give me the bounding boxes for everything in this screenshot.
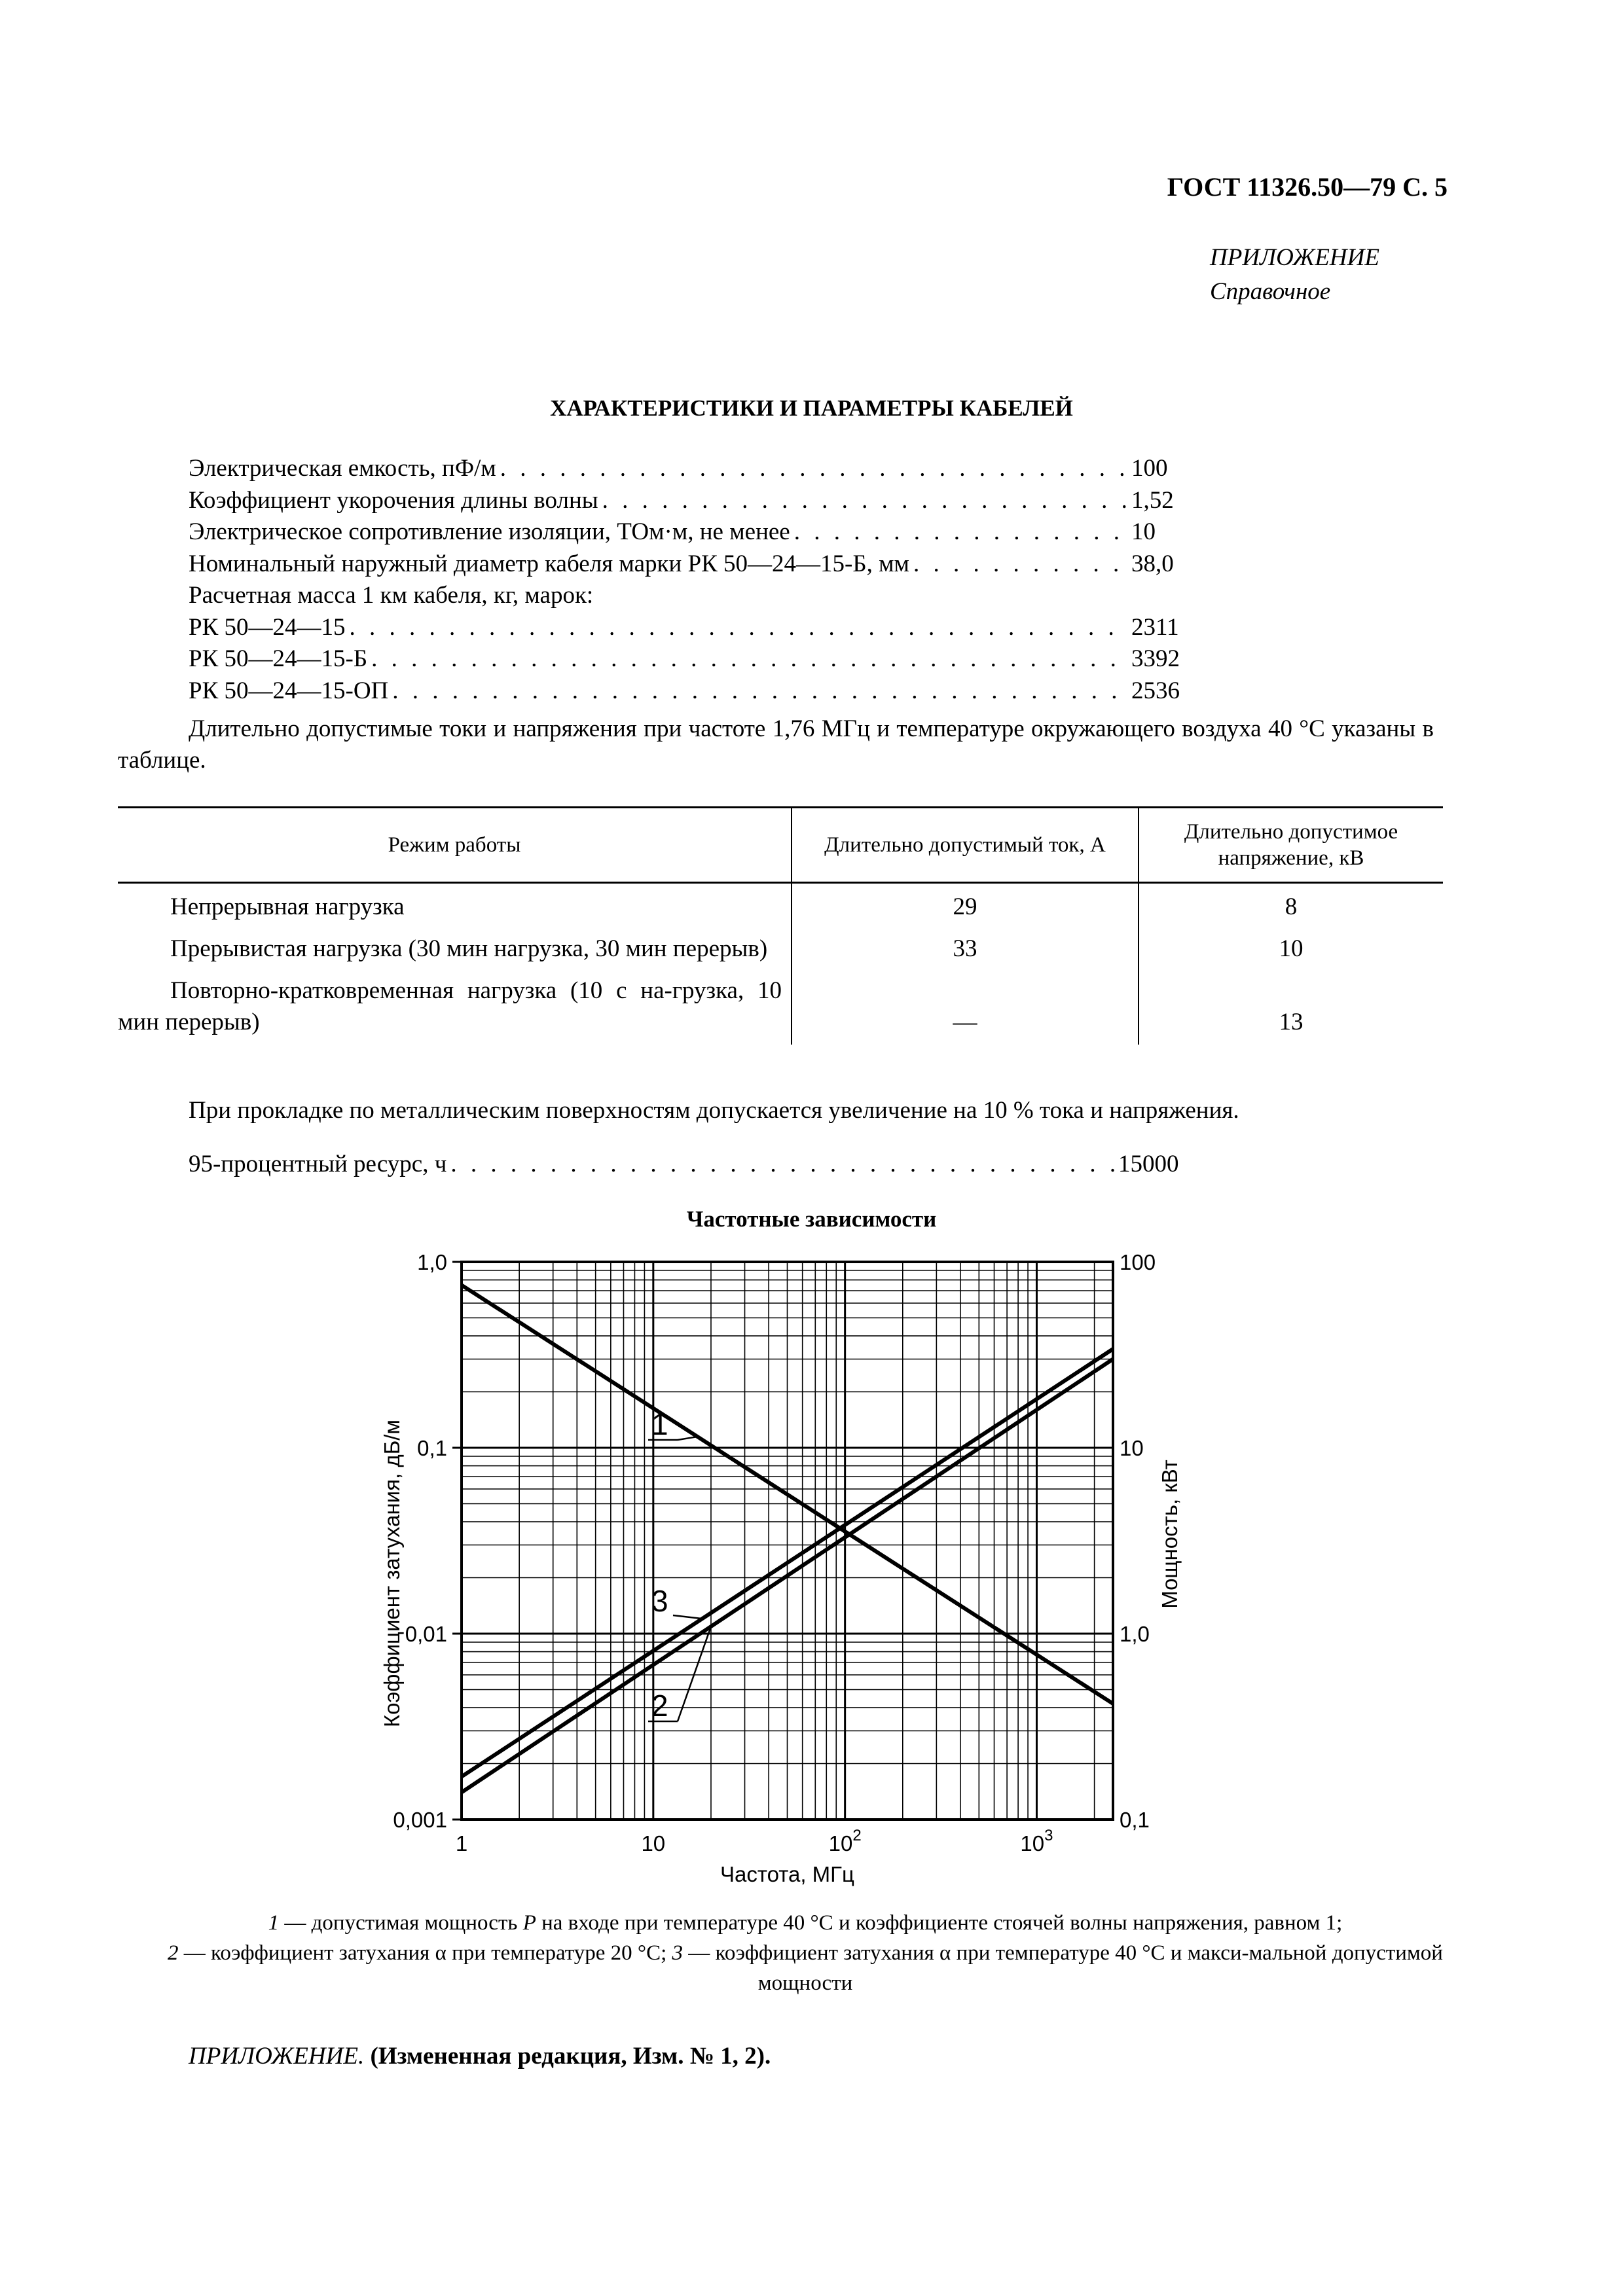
chart-grid-minor [462,1262,1113,1820]
callout-leader-1 [678,1437,697,1440]
x-tick-label: $10^2$ [828,1827,862,1856]
callout-leader-3 [673,1615,702,1619]
legend-text-1: — допустимая мощность [279,1911,523,1935]
legend-symbol-p: P [522,1911,536,1935]
param-label: Номинальный наружный диаметр кабеля марки РК 50—24—15-Б, мм [189,550,909,577]
resource-value: 15000 [1118,1151,1179,1177]
y-tick-label-right: 0,1 [1120,1808,1150,1832]
table-header-voltage: Длительно допустимое напряжение, кВ [1139,808,1443,883]
chart-legend [151,1908,1460,1998]
table-cell-current: 33 [792,925,1139,967]
paragraph-metal-surfaces: При прокладке по металлическим поверхностям допускается увеличение на 10 % тока и напряжения. [189,1097,1239,1124]
y-tick-label-right: 10 [1120,1436,1144,1460]
param-label: Электрическая емкость, пФ/м [189,455,496,482]
table-cell-current: — [792,967,1139,1045]
curve-label-3: 3 [651,1584,668,1618]
y-tick-label-right: 1,0 [1120,1622,1150,1646]
table-cell-current: 29 [792,883,1139,926]
table-cell-voltage: 10 [1279,935,1304,962]
param-value: 2311 [1131,613,1179,641]
param-label: Расчетная масса 1 км кабеля, кг, марок: [189,582,594,609]
legend-number-1: 1 [268,1911,280,1935]
standard-header: ГОСТ 11326.50—79 С. 5 [1167,172,1448,202]
param-value: 38,0 [1131,550,1174,577]
chart-grid-major [452,1262,1113,1820]
paragraph-currents: Длительно допустимые токи и напряжения при частоте 1,76 МГц и температуре окружающего воздуха 40 °С указаны в таблице. [118,715,1434,774]
section-title: ХАРАКТЕРИСТИКИ И ПАРАМЕТРЫ КАБЕЛЕЙ [550,395,1073,421]
legend-number-3: 3 [672,1941,684,1965]
legend-number-2: 2 [168,1941,179,1965]
table-header-current: Длительно допустимый ток, А [792,808,1139,883]
table-cell-mode: Повторно-кратковременная нагрузка (10 с на-грузка, 10 мин перерыв) [118,967,792,1045]
param-value: 3392 [1131,645,1180,672]
resource-label: 95-процентный ресурс, ч [189,1151,447,1177]
y-tick-label-left: 0,1 [417,1436,447,1460]
table-cell-mode: Прерывистая нагрузка (30 мин нагрузка, 30 мин перерыв) [118,925,792,967]
y-tick-label-left: 0,001 [393,1808,447,1832]
param-label: РК 50—24—15-Б [189,645,368,672]
y-tick-label-right: 100 [1120,1250,1156,1274]
param-label: Электрическое сопротивление изоляции, ТОм·м, не менее [189,518,790,545]
param-label: РК 50—24—15 [189,613,346,641]
table-cell-mode: Непрерывная нагрузка [118,883,792,926]
table-cell-voltage: 13 [1279,1009,1304,1035]
chart-title: Частотные зависимости [686,1206,937,1232]
x-tick-label: $10^3$ [1020,1827,1053,1856]
x-axis-label: Частота, МГц [720,1862,854,1886]
param-value: 2536 [1131,677,1180,704]
curve-label-1: 1 [651,1407,668,1441]
appendix-label: ПРИЛОЖЕНИЕ [1210,244,1379,271]
legend-text-2: — коэффициент затухания α при температуре 20 °С; [178,1941,672,1965]
table-header-mode: Режим работы [118,808,792,883]
table-cell-voltage: 8 [1285,893,1298,920]
y-axis-label-right: Мощность, кВт [1158,1460,1182,1609]
param-label: РК 50—24—15-ОП [189,677,389,704]
y-tick-label-left: 0,01 [405,1622,447,1646]
y-axis-label-left: Коэффициент затухания, дБ/м [380,1419,404,1728]
curve-label-2: 2 [651,1689,668,1723]
chart-tick-labels [393,1250,1156,1856]
legend-text-3: — коэффициент затухания α при температуре 40 °С и макси-мальной допустимой мощности [683,1941,1443,1995]
footer-note [189,2042,771,2070]
param-label: Коэффициент укорочения длины волны [189,486,598,514]
param-value: 1,52 [1131,486,1174,514]
footer-label: ПРИЛОЖЕНИЕ. [189,2043,365,2070]
x-tick-label: 10 [641,1831,666,1856]
param-value: 10 [1131,518,1156,545]
x-tick-label: 1 [455,1831,468,1856]
param-value: 100 [1131,455,1168,482]
legend-text-1b: на входе при температуре 40 °С и коэффициенте стоячей волны напряжения, равном 1; [536,1911,1343,1935]
y-tick-label-left: 1,0 [417,1250,447,1274]
footer-revision: (Измененная редакция, Изм. № 1, 2). [370,2043,771,2070]
appendix-type: Справочное [1210,278,1331,305]
